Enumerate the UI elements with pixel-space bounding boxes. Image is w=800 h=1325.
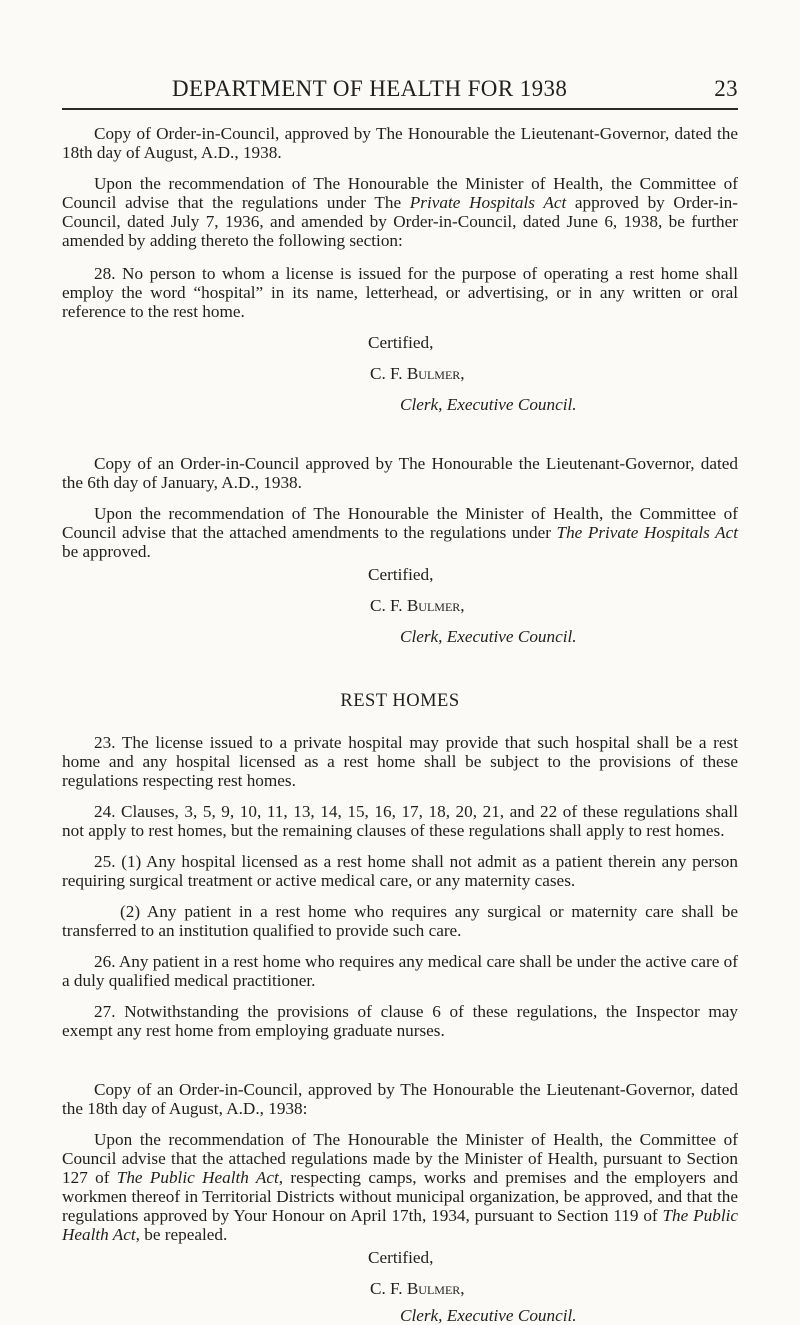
signatory-role: Clerk, Executive Council. [400,1306,577,1325]
order-1-intro: Copy of Order-in-Council, approved by The Honourable the Lieutenant-Governor, dated the 18th day of August, A.D., 1938. [62,124,738,162]
order-2-intro: Copy of an Order-in-Council approved by The Honourable the Lieutenant-Governor, dated the 6th day of January, A.D., 1938. [62,454,738,492]
act-title: Private Hospitals Act [409,193,567,212]
signatory: C. F. Bulmer, [370,364,465,383]
signatory-role: Clerk, Executive Council. [400,627,577,646]
document-body [62,124,738,1325]
clause-26: 26. Any patient in a rest home who requires any medical care shall be under the active care of a duly qualified medical practitioner. [62,952,738,990]
page-number: 23 [714,76,738,101]
clause-25-1: 25. (1) Any hospital licensed as a rest home shall not admit as a patient therein any person requiring surgical treatment or active medical care, or any maternity cases. [62,852,738,890]
header-rule [62,108,738,110]
signatory: C. F. Bulmer, [370,1279,465,1298]
act-title: The Private Hospitals Act [556,523,738,542]
section-heading: REST HOMES [340,691,460,711]
clause-27: 27. Notwithstanding the provisions of clause 6 of these regulations, the Inspector may exempt any rest home from employing graduate nurses. [62,1002,738,1040]
clause-25-2: (2) Any patient in a rest home who requires any surgical or maternity care shall be transferred to an institution qualified to provide such care. [62,902,738,940]
running-title: DEPARTMENT OF HEALTH FOR 1938 [172,76,568,101]
order-1-body: Upon the recommendation of The Honourable the Minister of Health, the Committee of Council advise that the regulations under The Private Hospitals Act approved by Order-in-Council, dated July 7, 1936, and amended by Order-in-Council, dated June 6, 1938, be further amended by adding thereto the following section: [62,174,738,250]
signatory: C. F. Bulmer, [370,596,465,615]
certified-label: Certified, [368,1248,434,1267]
act-title: The Public Health Act [62,1206,738,1244]
act-title: The Public Health Act [116,1168,279,1187]
section-28: 28. No person to whom a license is issued for the purpose of operating a rest home shall employ the word “hospital” in its name, letterhead, or advertising, or in any written or oral reference to the rest home. [62,264,738,321]
clause-23: 23. The license issued to a private hospital may provide that such hospital shall be a rest home and any hospital licensed as a rest home shall be subject to the provisions of these regulations respecting rest homes. [62,733,738,790]
order-2-body: Upon the recommendation of The Honourable the Minister of Health, the Committee of Council advise that the attached amendments to the regulations under The Private Hospitals Act be approved. [62,504,738,561]
signatory-role: Clerk, Executive Council. [400,395,577,414]
order-3-body: Upon the recommendation of The Honourable the Minister of Health, the Committee of Council advise that the attached regulations made by the Minister of Health, pursuant to Section 127 of The Public Health Act, respecting camps, works and premises and the employers and workmen thereof in Territorial Districts without municipal organization, be approved, and that the regulations approved by Your Honour on April 17th, 1934, pursuant to Section 119 of The Public Health Act, be repealed. [62,1130,738,1244]
clause-24: 24. Clauses, 3, 5, 9, 10, 11, 13, 14, 15, 16, 17, 18, 20, 21, and 22 of these regulations shall not apply to rest homes, but the remaining clauses of these regulations shall apply to rest homes. [62,802,738,840]
certified-label: Certified, [368,565,434,584]
page-header [60,76,738,102]
order-3-intro: Copy of an Order-in-Council, approved by The Honourable the Lieutenant-Governor, dated the 18th day of August, A.D., 1938: [62,1080,738,1118]
certified-label: Certified, [368,333,434,352]
